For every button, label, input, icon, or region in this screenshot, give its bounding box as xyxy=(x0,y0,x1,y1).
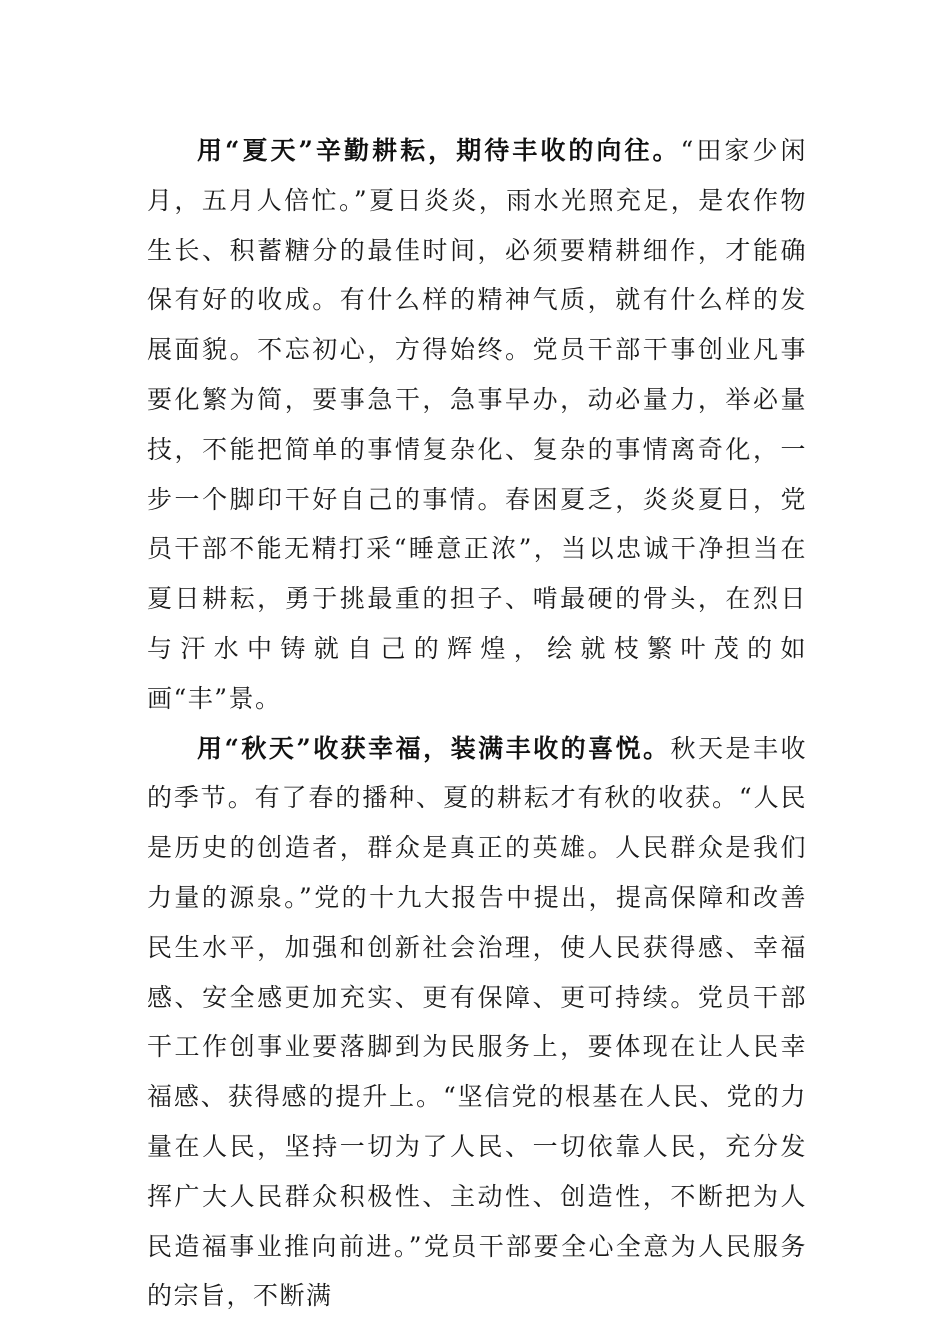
paragraph-body-summer: “田家少闲月，五月人倍忙。”夏日炎炎，雨水光照充足，是农作物生长、积蓄糖分的最佳时间，必须要精耕细作，才能确保有好的收成。有什么样的精神气质，就有什么样的发展面貌。不忘初心，方得始终。党员干部干事创业凡事要化繁为简，要事急干，急事早办，动必量力，举必量技，不能把简单的事情复杂化、复杂的事情离奇化，一步一个脚印干好自己的事情。春困夏乏，炎炎夏日，党员干部不能无精打采“睡意正浓”，当以忠诚干净担当在夏日耕耘，勇于挑最重的担子、啃最硬的骨头，在烈日与汗水中铸就自己的辉煌，绘就枝繁叶茂的如画“丰”景。 xyxy=(147,136,808,713)
paragraph-body-autumn: 秋天是丰收的季节。有了春的播种、夏的耕耘才有秋的收获。“人民是历史的创造者，群众是真正的英雄。人民群众是我们力量的源泉。”党的十九大报告中提出，提高保障和改善民生水平，加强和创新社会治理，使人民获得感、幸福感、安全感更加充实、更有保障、更可持续。党员干部干工作创事业要落脚到为民服务上，要体现在让人民幸福感、获得感的提升上。“坚信党的根基在人民、党的力量在人民，坚持一切为了人民、一切依靠人民，充分发挥广大人民群众积极性、主动性、创造性，不断把为人民造福事业推向前进。”党员干部要全心全意为人民服务的宗旨，不断满 xyxy=(147,733,807,1311)
paragraph-summer xyxy=(147,126,807,724)
paragraph-lead-summer: 用“夏天”辛勤耕耘，期待丰收的向往。 xyxy=(197,136,681,165)
paragraph-autumn xyxy=(147,724,807,1322)
document-body xyxy=(147,126,807,1321)
paragraph-lead-autumn: 用“秋天”收获幸福，装满丰收的喜悦。 xyxy=(197,733,671,763)
